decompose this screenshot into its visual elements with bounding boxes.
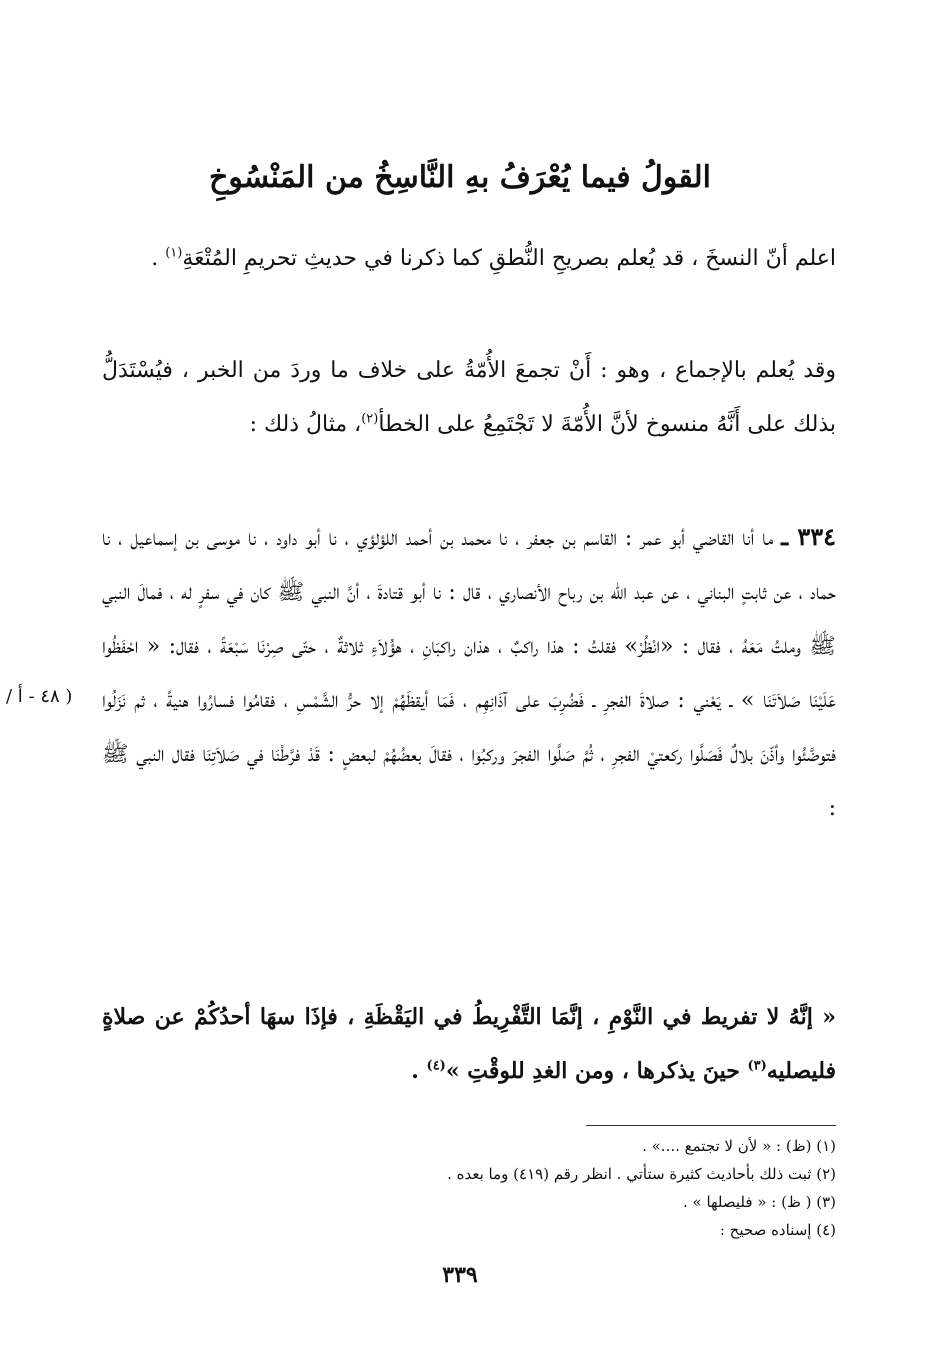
- footnotes: [300, 1132, 836, 1244]
- section-heading: القولُ فيما يُعْرَفُ بهِ النَّاسِخُ من المَنْسُوخِ: [209, 160, 711, 195]
- footnote-divider: [586, 1125, 836, 1126]
- manuscript-margin-reference: ( ٤٨ - أ /: [6, 686, 73, 707]
- intro-end: .: [151, 246, 166, 271]
- ijma-paragraph: [102, 344, 836, 452]
- intro-paragraph: [102, 232, 836, 286]
- footnote-ref-1: (١): [165, 245, 183, 261]
- quote-text: « إنَّهُ لا تفريط في النَّوْمِ ، إنَّمَا التَّفْرِيطُ في اليَقْظَةِ ، فإذَا سهَا أحدُكُمْ عن صلاةٍ فليصليه: [102, 1004, 836, 1084]
- footnote-1: (١) (ظ) : « لأن لا تجتمع ....» .: [642, 1137, 836, 1155]
- footnote-ref-3: (٣): [747, 1058, 767, 1074]
- quote-end: .: [411, 1058, 427, 1084]
- footnote-3: (٣) ( ظ) : « فليصلها » .: [682, 1193, 836, 1211]
- ijma-text: وقد يُعلم بالإجماع ، وهو : أَنْ تجمعَ الأُمّةُ على خلاف ما وردَ من الخبر ، فيُسْتَدَلُّ بذلك على أَنَّهُ منسوخ لأنَّ الأُمّةَ لا تَجْتَمِعُ على الخطأ: [102, 358, 836, 437]
- footnote-4: (٤) إسناده صحيح :: [719, 1221, 836, 1239]
- hadith-number: ٣٣٤ ـ: [781, 522, 837, 551]
- prophetic-quote: [102, 990, 836, 1098]
- ijma-end: ، مثالُ ذلك :: [249, 412, 362, 437]
- intro-text: اعلم أنّ النسخَ ، قد يُعلم بصريحِ النُّطقِ كما ذكرنا في حديثِ تحريمِ المُتْعَةِ: [182, 246, 836, 271]
- quote-text-2: حينَ يذكرها ، ومن الغدِ للوقْتِ »: [445, 1058, 748, 1084]
- footnote-2: (٢) ثبت ذلك بأحاديث كثيرة ستأتي . انظر رقم (٤١٩) وما بعده .: [447, 1165, 836, 1183]
- footnote-ref-4: (٤): [426, 1058, 446, 1074]
- hadith-text: ما أنا القاضي أبو عمر : القاسم بن جعفر ، نا محمد بن أحمد اللؤلؤي ، نا أبو داود ، نا موسى بن إسماعيل ، نا حماد ، عن ثابتٍ البناني ، عن عبد الله بن رباح الأنصاري ، قال : نا أبو قتادةَ ، أنَّ النبي ﷺ كان في سفرٍ له ، فمالَ النبي ﷺ وملتُ مَعَهُ ، فقال : «انْظُرْ» فقلتُ : هذا راكبٌ ، هذان راكبَانِ ، هؤُلاَءِ ثلاثةٌ ، حتّى صِرْنَا سَبْعَةً ، فقال: « احْفَظُوا عَلَيْنَا صَلاَتَنَا » ـ يَعْني : صلاةَ الفجرِ ـ فَضُرِبَ على آذَانِهِم ، فَمَا أيقظَهُمْ إلا حرُّ الشَّمْسِ ، فقامُوا فسارُوا هنيةً ، ثم نَزَلُوا فتوضَّئُوا وأذّنَ بلالٌ فَصَلَّوا ركعتيْ الفجرِ ، ثُمَّ صَلَّوا الفجرَ وركبُوا ، فقالَ بعضُهُمْ لبعضٍ : قَدْ فرَّطْنَا في صَلاَتِنَا فقال النبي ﷺ :: [102, 526, 836, 821]
- page-number: ٣٣٩: [442, 1262, 478, 1288]
- hadith-paragraph: [102, 510, 836, 836]
- footnote-ref-2: (٢): [361, 411, 379, 427]
